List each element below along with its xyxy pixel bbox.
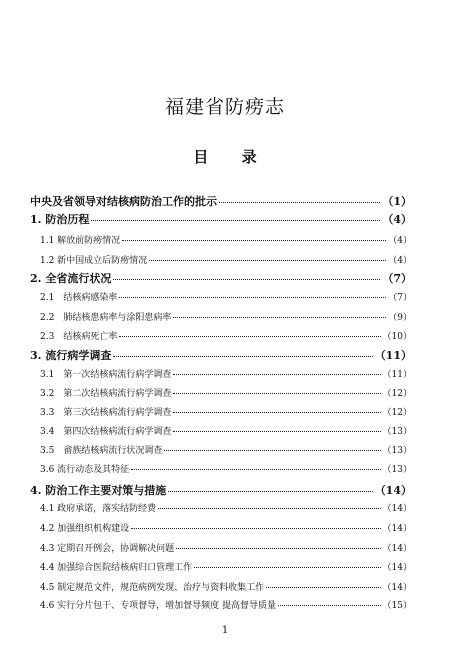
toc-section-row: [30, 501, 412, 514]
toc-section-row: [30, 290, 412, 303]
toc-entry-label: 2. 全省流行状况: [30, 272, 112, 285]
toc-entry-label: 1.1 解放前防痨情况: [40, 236, 121, 246]
toc-section-row: [30, 462, 412, 475]
dot-leader: [113, 356, 372, 357]
dot-leader: [194, 567, 380, 568]
toc-chapter-row: [30, 270, 412, 286]
toc-section-row: [30, 386, 412, 399]
toc-entry-label: 3.6 流行动态及其特征: [40, 465, 130, 475]
toc-entry-page: （11）: [382, 370, 412, 380]
toc-heading: 目 录: [193, 148, 271, 166]
toc-section-row: [30, 405, 412, 418]
toc-section-row: [30, 329, 412, 342]
toc-entry-page: （14）: [382, 563, 412, 573]
toc-section-row: [30, 424, 412, 437]
dot-leader: [173, 317, 386, 318]
toc-entry-label: 4.1 政府承诺，落实结防经费: [40, 504, 157, 514]
toc-chapter-row: [30, 211, 412, 227]
toc-entry-page: （13）: [382, 465, 412, 475]
toc-entry-page: （4）: [388, 236, 412, 246]
toc-section-row: [30, 598, 412, 611]
toc-entry-page: （4）: [382, 213, 412, 226]
toc-entry-label: 中央及省领导对结核病防治工作的批示: [30, 195, 217, 208]
toc-entry-page: （9）: [388, 313, 412, 323]
toc-section-row: [30, 560, 412, 573]
toc-section-row: [30, 443, 412, 456]
dot-leader: [173, 374, 380, 375]
dot-leader: [278, 605, 381, 606]
table-of-contents: [30, 0, 412, 657]
toc-entry-page: （10）: [382, 332, 412, 342]
toc-entry-label: 3.2 第二次结核病流行病学调查: [40, 389, 172, 399]
dot-leader: [91, 220, 380, 221]
toc-entry-label: 4.2 加强组织机构建设: [40, 524, 130, 534]
dot-leader: [173, 393, 380, 394]
toc-entry-page: （13）: [382, 446, 412, 456]
toc-entry-label: 3.1 第一次结核病流行病学调查: [40, 370, 172, 380]
toc-chapter-row: [30, 482, 412, 498]
toc-entry-page: （14）: [382, 544, 412, 554]
toc-entry-label: 4.4 加强综合医院结核病归口管理工作: [40, 563, 193, 573]
toc-section-row: [30, 233, 412, 246]
toc-entry-page: （14）: [382, 524, 412, 534]
dot-leader: [119, 336, 380, 337]
book-title: 福建省防痨志: [164, 96, 285, 118]
page-number: 1: [221, 625, 229, 636]
toc-entry-page: （12）: [382, 408, 412, 418]
dot-leader: [164, 450, 380, 451]
toc-entry-page: （14）: [382, 504, 412, 514]
toc-entry-label: 3. 流行病学调查: [30, 349, 112, 362]
toc-chapter-row: [30, 347, 412, 363]
toc-section-row: [30, 367, 412, 380]
toc-entry-page: （14）: [374, 484, 412, 497]
dot-leader: [168, 491, 372, 492]
dot-leader: [149, 260, 386, 261]
toc-entry-label: 3.3 第三次结核病流行病学调查: [40, 408, 172, 418]
dot-leader: [119, 297, 386, 298]
dot-leader: [131, 528, 380, 529]
toc-section-row: [30, 310, 412, 323]
dot-leader: [176, 548, 380, 549]
toc-section-row: [30, 253, 412, 266]
toc-entry-label: 4. 防治工作主要对策与措施: [30, 484, 167, 497]
toc-entry-page: （12）: [382, 389, 412, 399]
dot-leader: [122, 240, 386, 241]
toc-entry-page: （11）: [374, 349, 412, 362]
toc-section-row: [30, 521, 412, 534]
toc-entry-page: （14）: [382, 583, 412, 593]
toc-entry-label: 1.2 新中国成立后防痨情况: [40, 256, 148, 266]
dot-leader: [266, 587, 380, 588]
toc-entry-label: 4.5 制定规范文件，规范病例发现、治疗与资料收集工作: [40, 583, 265, 593]
toc-section-row: [30, 541, 412, 554]
toc-entry-page: （7）: [382, 272, 412, 285]
toc-entry-page: （15）: [382, 601, 412, 611]
toc-chapter-row: [30, 193, 412, 209]
dot-leader: [219, 202, 380, 203]
toc-entry-label: 2.1 结核病感染率: [40, 293, 118, 303]
toc-entry-label: 1. 防治历程: [30, 213, 90, 226]
dot-leader: [158, 508, 380, 509]
dot-leader: [173, 431, 380, 432]
toc-entry-page: （4）: [388, 256, 412, 266]
toc-entry-page: （7）: [388, 293, 412, 303]
toc-entry-page: （13）: [382, 427, 412, 437]
toc-entry-label: 4.3 定期召开例会，协调解决问题: [40, 544, 175, 554]
dot-leader: [173, 412, 380, 413]
toc-entry-page: （1）: [382, 195, 412, 208]
toc-entry-label: 3.5 畲族结核病流行状况调查: [40, 446, 163, 456]
toc-entry-label: 2.2 肺结核患病率与涂阳患病率: [40, 313, 172, 323]
toc-entry-label: 4.6 实行分片包干、专项督导，增加督导频度 提高督导质量: [40, 601, 277, 611]
dot-leader: [131, 469, 380, 470]
dot-leader: [113, 279, 380, 280]
toc-entry-label: 3.4 第四次结核病流行病学调查: [40, 427, 172, 437]
toc-entry-label: 2.3 结核病死亡率: [40, 332, 118, 342]
toc-section-row: [30, 580, 412, 593]
